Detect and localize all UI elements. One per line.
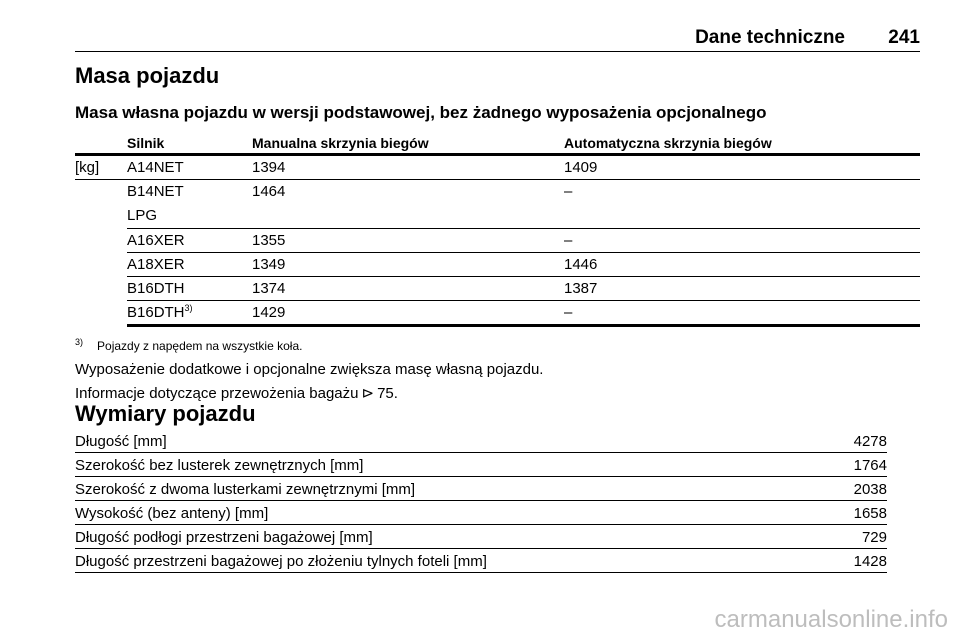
mass-table-header [75,133,920,156]
footnote-ref: 3) [184,303,193,313]
manual-cell: 1349 [252,256,286,273]
table-row [127,180,920,229]
dimension-label: Szerokość bez lusterek zewnętrznych [mm] [75,457,364,474]
watermark: carmanualsonline.info [714,606,948,633]
auto-cell: – [564,232,573,249]
table-row [127,253,920,277]
dimension-label: Długość [mm] [75,433,167,450]
engine-cell: A14NET [127,159,184,176]
paragraph-equipment: Wyposażenie dodatkowe i opcjonalne zwiększa masę własną pojazdu. [75,361,544,378]
section-title: Masa pojazdu [75,63,220,88]
dimension-label: Długość podłogi przestrzeni bagażowej [mm] [75,529,373,546]
table-row [75,549,887,573]
dimension-label: Wysokość (bez anteny) [mm] [75,505,269,522]
footnote-mark: 3) [75,337,84,347]
table-row [75,453,887,477]
table-row [75,429,887,453]
reference-arrow-icon: ⊳ [361,385,375,402]
engine-name: B16DTH [127,304,185,321]
header-auto: Automatyczna skrzynia biegów [564,135,772,151]
engine-sub-cell: LPG [127,207,158,224]
table-row [127,301,920,327]
dimension-value: 1764 [853,457,887,474]
dimensions-title: Wymiary pojazdu [75,401,256,426]
auto-cell: 1409 [564,159,598,176]
mass-table [75,133,920,327]
page-number: 241 [888,27,920,48]
table-row [75,501,887,525]
table-row [127,277,920,301]
table-row [75,156,920,180]
footnote-text: Pojazdy z napędem na wszystkie koła. [97,339,303,353]
paragraph-luggage [75,384,398,402]
auto-cell: 1387 [564,280,598,297]
page-header [75,27,920,52]
auto-cell: 1446 [564,256,598,273]
header-engine: Silnik [127,135,165,151]
mass-subtitle: Masa własna pojazdu w wersji podstawowej, bez żadnego wyposażenia opcjonalnego [75,103,767,122]
header-manual: Manualna skrzynia biegów [252,135,429,151]
engine-cell: B16DTH [127,280,185,297]
dimension-value: 729 [861,529,887,546]
manual-cell: 1429 [252,304,286,321]
dimension-value: 4278 [853,433,887,450]
footnote [75,337,302,353]
dimensions-table [75,429,887,573]
luggage-text: Informacje dotyczące przewożenia bagażu [75,385,359,402]
table-row [75,525,887,549]
engine-cell: B14NET [127,183,184,200]
engine-cell: A18XER [127,256,185,273]
dimension-value: 1658 [853,505,887,522]
dimension-value: 2038 [853,481,887,498]
dimension-value: 1428 [853,553,887,570]
header-title: Dane techniczne [695,27,845,48]
manual-cell: 1394 [252,159,286,176]
page-reference-link[interactable]: 75. [377,385,398,402]
auto-cell: – [564,304,573,321]
unit-label: [kg] [75,159,100,176]
manual-cell: 1374 [252,280,286,297]
dimension-label: Długość przestrzeni bagażowej po złożeniu tylnych foteli [mm] [75,553,487,570]
manual-cell: 1464 [252,183,286,200]
manual-cell: 1355 [252,232,286,249]
engine-cell [127,304,193,321]
auto-cell: – [564,183,573,200]
table-row [75,477,887,501]
engine-cell: A16XER [127,232,185,249]
dimension-label: Szerokość z dwoma lusterkami zewnętrznymi [mm] [75,481,416,498]
table-row [127,229,920,253]
